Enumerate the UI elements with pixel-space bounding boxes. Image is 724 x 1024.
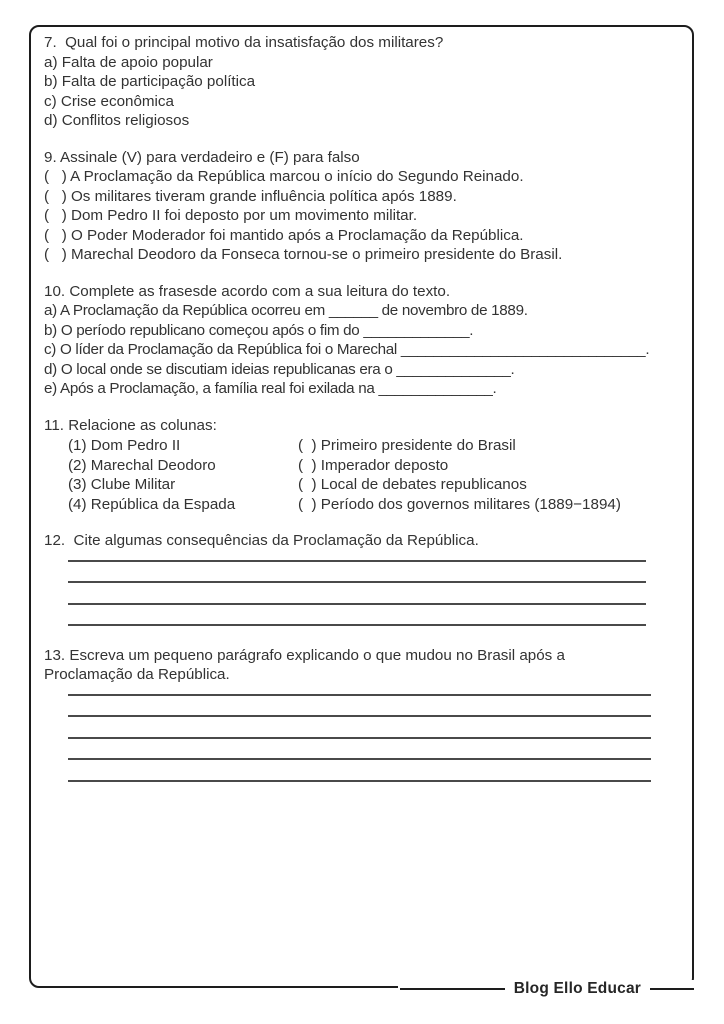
question-13-prompt-line-2: Proclamação da República. — [44, 666, 230, 683]
question-11-left-1[interactable]: (1) Dom Pedro II — [68, 437, 181, 454]
question-10-item-e[interactable]: e) Após a Proclamação, a família real foi exilada na ______________. — [44, 380, 497, 397]
question-12 — [44, 531, 684, 626]
answer-rule[interactable] — [68, 694, 651, 696]
question-7-prompt: 7. Qual foi o principal motivo da insatisfação dos militares? — [44, 34, 444, 51]
question-11-left-4[interactable]: (4) República da Espada — [68, 495, 236, 513]
question-13 — [44, 646, 684, 782]
answer-rule[interactable] — [68, 758, 651, 760]
question-11-prompt: 11. Relacione as colunas: — [44, 416, 217, 434]
worksheet-content — [44, 33, 684, 801]
question-11-right-4[interactable]: ( ) Período dos governos militares (1889−1894) — [298, 495, 621, 513]
footer-brand-label: Blog Ello Educar — [513, 980, 641, 997]
question-7 — [44, 33, 684, 131]
question-10-item-a[interactable]: a) A Proclamação da República ocorreu em ______ de novembro de 1889. — [44, 302, 528, 319]
question-11-right-3[interactable]: ( ) Local de debates republicanos — [298, 476, 527, 493]
question-11-right-1[interactable]: ( ) Primeiro presidente do Brasil — [298, 437, 516, 454]
question-11-left-2[interactable]: (2) Marechal Deodoro — [68, 456, 216, 474]
question-11-left-3[interactable]: (3) Clube Militar — [68, 476, 176, 493]
question-7-option-a[interactable]: a) Falta de apoio popular — [44, 53, 213, 71]
question-9-item-1[interactable]: ( ) A Proclamação da República marcou o início do Segundo Reinado. — [44, 168, 524, 185]
question-7-option-c[interactable]: c) Crise econômica — [44, 92, 174, 110]
question-10 — [44, 282, 684, 399]
footer-rule-right — [650, 988, 694, 990]
answer-rule[interactable] — [68, 737, 651, 739]
answer-rule[interactable] — [68, 715, 651, 717]
footer-rule-left — [400, 988, 505, 990]
question-9-item-4[interactable]: ( ) O Poder Moderador foi mantido após a Proclamação da República. — [44, 226, 524, 244]
question-10-prompt: 10. Complete as frasesde acordo com a sua leitura do texto. — [44, 282, 451, 300]
question-10-item-b[interactable]: b) O período republicano começou após o fim do _____________. — [44, 321, 474, 339]
question-11 — [44, 416, 684, 515]
question-9-item-5[interactable]: ( ) Marechal Deodoro da Fonseca tornou-se o primeiro presidente do Brasil. — [44, 246, 563, 263]
question-10-item-d[interactable]: d) O local onde se discutiam ideias republicanas era o ______________. — [44, 360, 515, 378]
question-13-answer-area[interactable] — [44, 694, 684, 782]
question-9 — [44, 148, 684, 265]
answer-rule[interactable] — [68, 603, 646, 605]
question-11-right-2[interactable]: ( ) Imperador deposto — [298, 456, 449, 474]
question-9-item-3[interactable]: ( ) Dom Pedro II foi deposto por um movimento militar. — [44, 207, 418, 224]
question-7-option-d[interactable]: d) Conflitos religiosos — [44, 112, 190, 129]
answer-rule[interactable] — [68, 560, 646, 562]
question-13-prompt-line-1: 13. Escreva um pequeno parágrafo explicando o que mudou no Brasil após a — [44, 646, 565, 664]
question-9-prompt: 9. Assinale (V) para verdadeiro e (F) para falso — [44, 148, 360, 166]
question-9-item-2[interactable]: ( ) Os militares tiveram grande influência política após 1889. — [44, 187, 457, 205]
answer-rule[interactable] — [68, 624, 646, 626]
answer-rule[interactable] — [68, 581, 646, 583]
answer-rule[interactable] — [68, 780, 651, 782]
question-11-columns — [44, 436, 684, 514]
question-12-answer-area[interactable] — [44, 560, 684, 627]
footer-brand — [400, 976, 694, 1002]
question-7-option-b[interactable]: b) Falta de participação política — [44, 73, 256, 90]
question-10-item-c[interactable]: c) O líder da Proclamação da República foi o Marechal ______________________________. — [44, 341, 650, 358]
question-12-prompt: 12. Cite algumas consequências da Proclamação da República. — [44, 532, 479, 549]
